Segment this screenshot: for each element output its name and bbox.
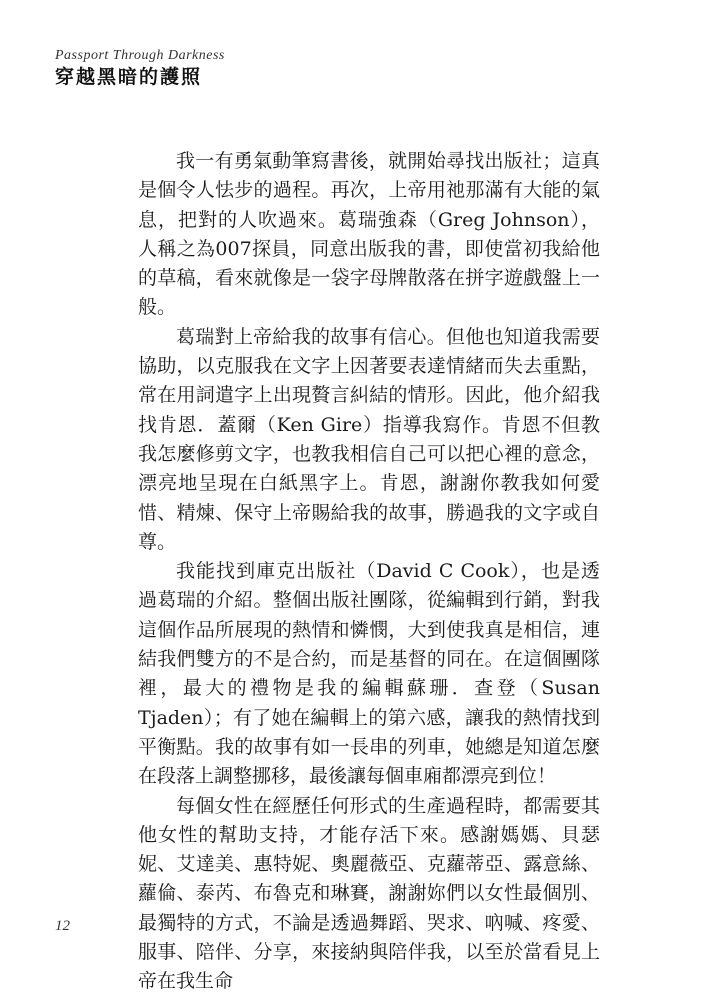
paragraph: 我能找到庫克出版社（David C Cook），也是透過葛瑞的介紹。整個出版社團隊，從編輯到行銷，對我這個作品所展現的熱情和憐憫，大到使我真是相信，連結我們雙方的不是合約，而是基督的同在。在這個團隊裡，最大的禮物是我的編輯蘇珊．查登（Susan Tjaden）；有了她在編輯上的第六感，讓我的熱情找到平衡點。我的故事有如一長串的列車，她總是知道怎麼在段落上調整挪移，最後讓每個車廂都漂亮到位！ [138, 560, 600, 788]
header-english-title: Passport Through Darkness [55, 48, 225, 63]
running-header [55, 48, 225, 88]
paragraph: 每個女性在經歷任何形式的生產過程時，都需要其他女性的幫助支持，才能存活下來。感謝媽媽、貝瑟妮、艾達美、惠特妮、奧麗薇亞、克蘿蒂亞、露意絲、蘿倫、泰芮、布魯克和琳賽，謝謝妳們以女性最個別、最獨特的方式，不論是透過舞蹈、哭求、吶喊、疼愛、服事、陪伴、分享，來接納與陪伴我，以至於當看見上帝在我生命 [138, 794, 600, 993]
header-chinese-title: 穿越黑暗的護照 [55, 66, 203, 88]
page-number: 12 [55, 918, 70, 934]
paragraph: 葛瑞對上帝給我的故事有信心。但他也知道我需要協助，以克服我在文字上因著要表達情緒而失去重點，常在用詞遣字上出現贅言糾結的情形。因此，他介紹我找肯恩．蓋爾（Ken Gire）指導我寫作。肯恩不但教我怎麼修剪文字，也教我相信自己可以把心裡的意念，漂亮地呈現在白紙黑字上。肯恩，謝謝你教我如何愛惜、精煉、保守上帝賜給我的故事，勝過我的文字或自尊。 [138, 325, 600, 553]
body-text [138, 147, 600, 997]
paragraph: 我一有勇氣動筆寫書後，就開始尋找出版社；這真是個令人怯步的過程。再次，上帝用祂那滿有大能的氣息，把對的人吹過來。葛瑞強森（Greg Johnson），人稱之為007探員，同意出版我的書，即使當初我給他的草稿，看來就像是一袋字母牌散落在拼字遊戲盤上一般。 [138, 150, 600, 319]
